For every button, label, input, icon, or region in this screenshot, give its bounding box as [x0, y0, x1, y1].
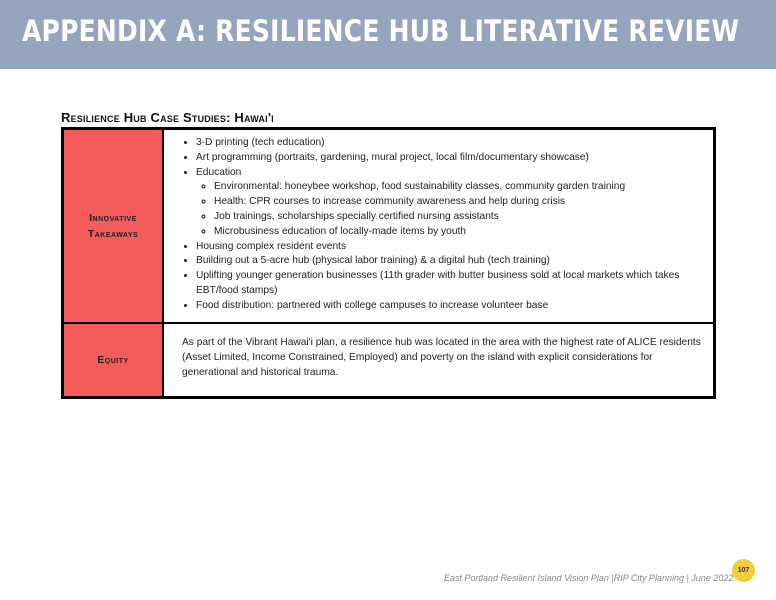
- case-study-table: [61, 127, 716, 399]
- page-title: APPENDIX A: RESILIENCE HUB LITERATIVE REVIEW: [22, 14, 740, 48]
- row-label-equity: Equity: [63, 323, 164, 398]
- sub-list-item: ◦ Environmental: honeybee workshop, food sustainability classes, community garden training: [214, 180, 701, 195]
- list-item: • Building out a 5-acre hub (physical labor training) & a digital hub (tech training): [196, 254, 701, 269]
- sub-list-item: ◦ Health: CPR courses to increase community awareness and help during crisis: [214, 195, 701, 210]
- section-title: Resilience Hub Case Studies: Hawai'i: [61, 110, 274, 125]
- list-item: • 3-D printing (tech education): [196, 136, 701, 151]
- sub-list-item: ◦ Job trainings, scholarships specially certified nursing assistants: [214, 210, 701, 225]
- page-number-badge: 107: [732, 559, 755, 582]
- takeaways-content: [163, 129, 715, 323]
- label-line: Takeaways: [87, 227, 139, 240]
- sub-list-item: ◦ Microbusiness education of locally-made items by youth: [214, 225, 701, 240]
- takeaways-list: [182, 136, 701, 314]
- header-banner: [0, 0, 776, 69]
- equity-content: As part of the Vibrant Hawai'i plan, a resilience hub was located in the area with the highest rate of ALICE residents (Asset Limited, Income Constrained, Employed) and poverty on the island with explicit considerations for generational and historical trauma.: [163, 323, 715, 398]
- table-row-innovative-takeaways: [63, 129, 715, 323]
- row-label-innovative-takeaways: [63, 129, 164, 323]
- list-item: • Housing complex resident events: [196, 240, 701, 255]
- list-item: • Art programming (portraits, gardening, mural project, local film/documentary showcase): [196, 151, 701, 166]
- list-item: [196, 166, 701, 240]
- footer-text: East Portland Resilient Island Vision Plan |RIP City Planning | June 2022: [444, 573, 734, 583]
- education-sublist: [196, 180, 701, 239]
- list-item: • Uplifting younger generation businesses (11th grader with butter business sold at local markets which takes EBT/food stamps): [196, 269, 701, 299]
- label-line: Innovative: [89, 211, 137, 224]
- table-row-equity: [63, 323, 715, 398]
- list-item-text: Education: [196, 166, 242, 178]
- list-item: • Food distribution: partnered with college campuses to increase volunteer base: [196, 299, 701, 314]
